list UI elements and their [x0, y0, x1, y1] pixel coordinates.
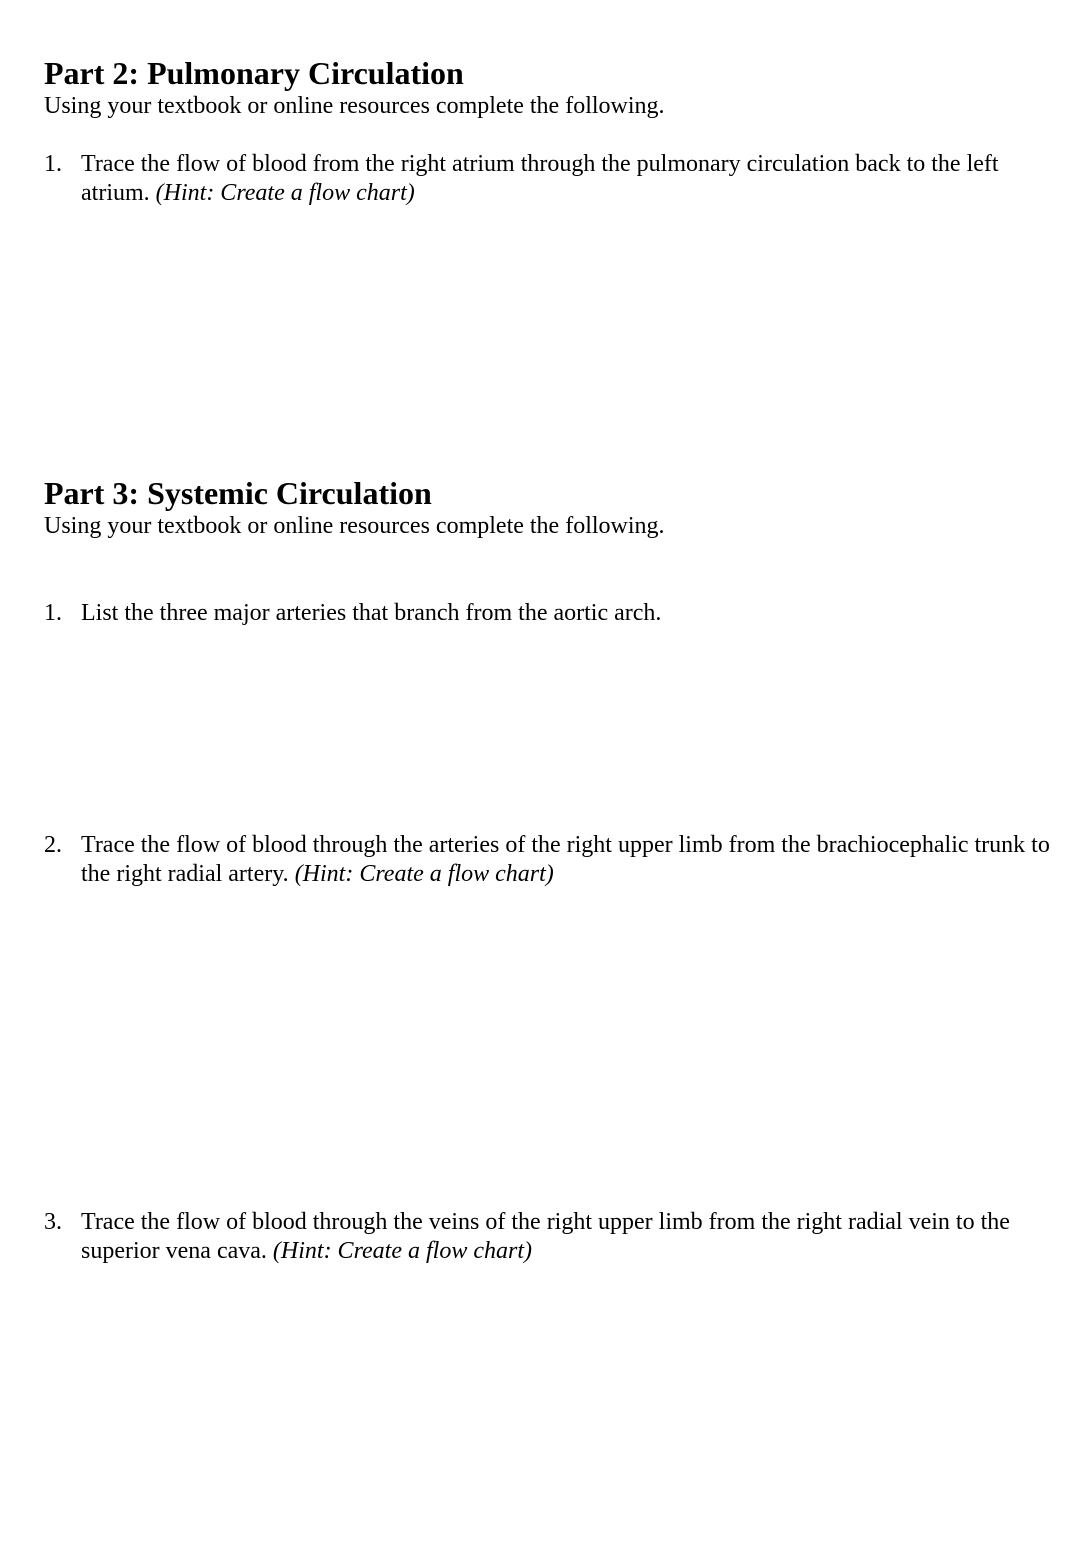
- question-text: [81, 831, 1074, 889]
- part3-question-1: [44, 599, 1074, 628]
- part3-heading: Part 3: Systemic Circulation: [44, 475, 432, 511]
- question-number: 3.: [44, 1209, 62, 1235]
- question-line-2-text: atrium.: [81, 180, 150, 206]
- question-line-1: Trace the flow of blood from the right atrium through the pulmonary circulation back to the left: [81, 151, 999, 177]
- part2-intro: Using your textbook or online resources complete the following.: [44, 93, 665, 119]
- question-number: 1.: [44, 151, 62, 177]
- question-line-1: Trace the flow of blood through the arteries of the right upper limb from the brachiocephalic trunk to: [81, 832, 1050, 858]
- question-line-2: [81, 1237, 1074, 1266]
- question-text: [81, 1208, 1074, 1266]
- question-line-2-text: superior vena cava.: [81, 1238, 267, 1264]
- hint-text: (Hint: Create a flow chart): [294, 861, 554, 887]
- question-line-2-text: the right radial artery.: [81, 861, 289, 887]
- question-line-2: [81, 860, 1074, 889]
- hint-text: (Hint: Create a flow chart): [155, 180, 415, 206]
- question-number: 1.: [44, 600, 62, 626]
- part3-intro: Using your textbook or online resources complete the following.: [44, 513, 665, 539]
- question-line-1: Trace the flow of blood through the veins of the right upper limb from the right radial vein to the: [81, 1209, 1010, 1235]
- question-number: 2.: [44, 832, 62, 858]
- part2-heading: Part 2: Pulmonary Circulation: [44, 55, 464, 91]
- question-line-1: List the three major arteries that branch from the aortic arch.: [81, 600, 662, 626]
- part3-question-3: [44, 1208, 1074, 1266]
- question-text: [81, 599, 1074, 628]
- question-text: [81, 150, 1074, 208]
- part2-question-1: [44, 150, 1074, 208]
- part3-question-2: [44, 831, 1074, 889]
- hint-text: (Hint: Create a flow chart): [272, 1238, 532, 1264]
- question-line-2: [81, 179, 1074, 208]
